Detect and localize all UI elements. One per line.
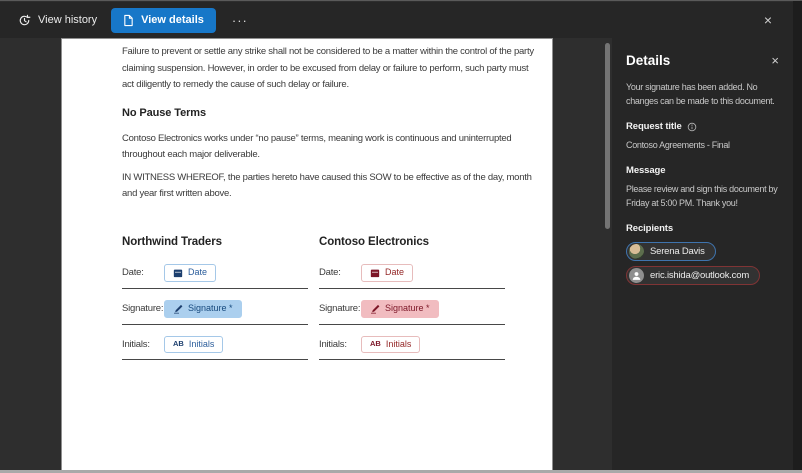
view-details-label: View details [141,14,204,26]
signature-field-row [319,298,505,325]
recipients-label: Recipients [626,223,674,234]
viewer-area [0,38,793,470]
recipients-list [626,242,779,285]
window-right-edge [793,1,802,471]
text-initials-icon: AB [370,339,381,349]
initials-chip-label: Initials [385,338,412,349]
request-title-label-row [626,121,779,132]
date-field-row [122,262,308,289]
avatar [629,244,644,259]
date-field-label: Date: [319,267,341,278]
view-history-label: View history [38,14,98,26]
date-field-row [319,262,505,289]
recipient-pill[interactable] [626,266,760,285]
date-field-label: Date: [122,267,144,278]
details-panel-title: Details [626,53,671,68]
party-column-contoso [319,236,505,360]
more-options-button[interactable]: ··· [231,12,248,28]
info-icon [687,122,697,132]
initials-field-label: Initials: [319,338,347,350]
recipient-pill[interactable] [626,242,716,261]
view-history-button[interactable] [18,14,97,27]
pen-icon [173,304,183,314]
message-value: Please review and sign this document by Friday at 5:00 PM. Thank you! [626,184,778,208]
calendar-icon [173,268,183,278]
signature-field-row [122,298,308,325]
request-title-label: Request title [626,121,682,132]
date-chip-label: Date [188,267,208,277]
recipient-name: Serena Davis [650,246,705,257]
document-section-heading: No Pause Terms [122,106,206,119]
recipient-name: eric.ishida@outlook.com [650,270,750,281]
signature-section [122,236,542,360]
signature-field-label: Signature: [122,303,164,314]
initials-chip-label: Initials [188,338,215,349]
document-icon [123,14,134,27]
details-close-button[interactable]: × [771,53,779,68]
message-label: Message [626,165,666,176]
signature-chip[interactable] [361,300,439,318]
signature-field-label: Signature: [319,303,361,314]
party-name: Northwind Traders [122,235,222,248]
initials-field-label: Initials: [122,338,150,350]
view-details-button[interactable] [111,8,216,33]
document-paragraph: IN WITNESS WHEREOF, the parties hereto have caused this SOW to be effective as of the day, month and year first written above. [122,171,532,199]
request-title-value: Contoso Agreements - Final [626,140,730,150]
text-initials-icon: AB [173,339,184,349]
pen-icon [370,304,380,314]
initials-chip[interactable] [164,336,223,353]
window-close-button[interactable]: × [763,12,772,28]
signature-chip-label: Signature * [385,303,430,313]
history-icon [18,14,31,27]
details-panel-header [626,53,779,68]
signature-chip[interactable] [164,300,242,318]
date-chip[interactable] [164,264,216,282]
document-page [61,38,553,470]
signature-chip-label: Signature * [188,303,233,313]
date-chip[interactable] [361,264,413,282]
party-name: Contoso Electronics [319,235,429,248]
details-panel [612,38,793,470]
party-column-northwind [122,236,308,360]
initials-field-row [319,334,505,360]
document-paragraph: Contoso Electronics works under “no pause” terms, meaning work is continuous and uninterrupted throughout each major deliverable. [122,132,512,160]
document-scrollbar[interactable] [605,43,610,229]
initials-chip[interactable] [361,336,420,353]
document-paragraph: Failure to prevent or settle any strike shall not be considered to be a matter within the control of the party claiming suspension. However, in order to be excused from delay or failure to perform, such party must act diligently to remedy the cause of such delay or failure. [122,46,534,90]
toolbar [0,2,802,38]
signature-status-message: Your signature has been added. No changes can be made to this document. [626,82,775,106]
calendar-icon [370,268,380,278]
date-chip-label: Date [385,267,405,277]
initials-field-row [122,334,308,360]
person-icon [629,268,644,283]
